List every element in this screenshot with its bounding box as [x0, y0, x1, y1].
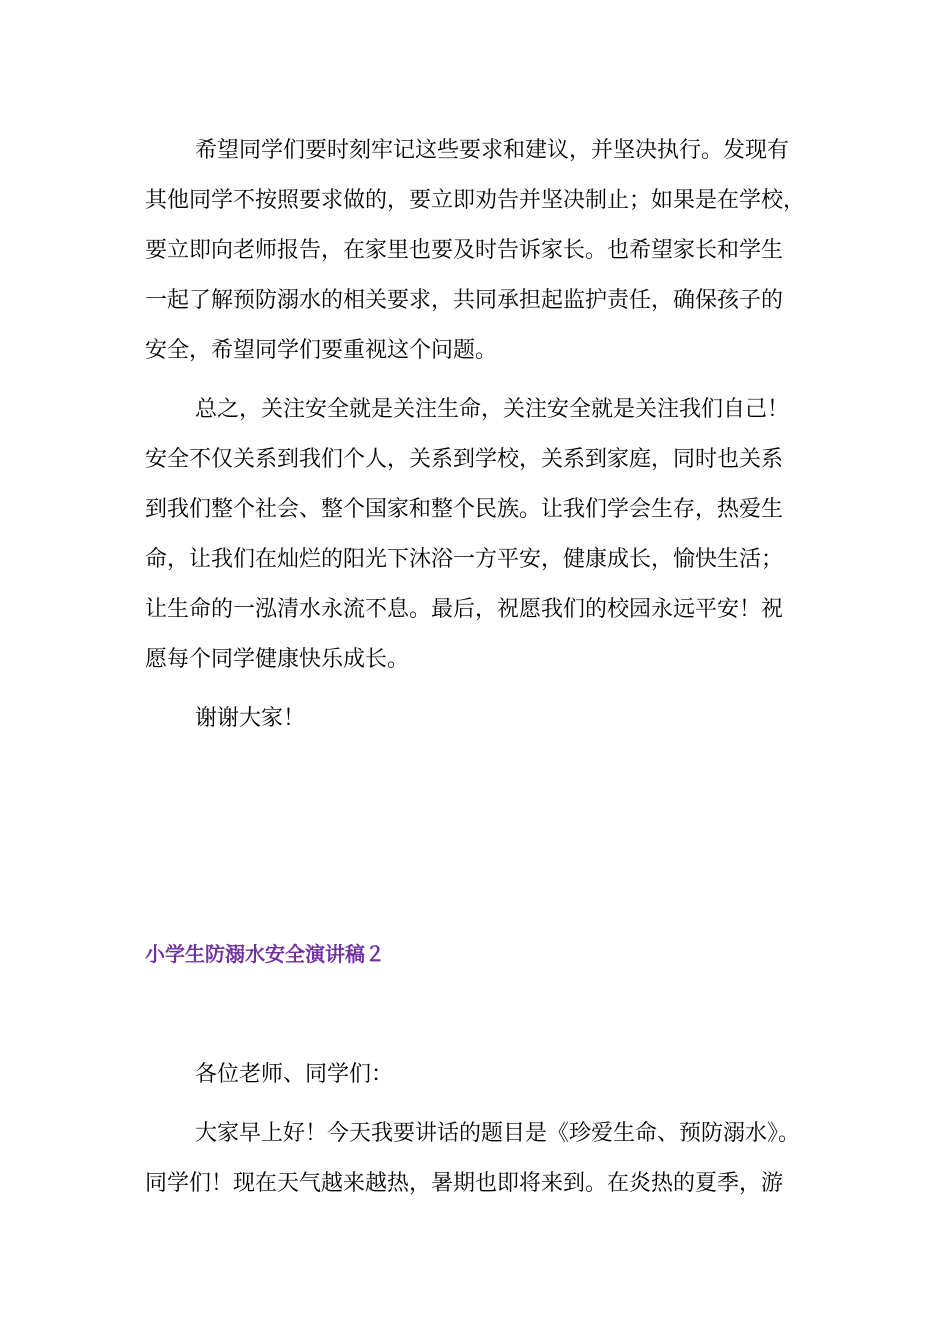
- paragraph-1-line-3: 要立即向老师报告，在家里也要及时告诉家长。也希望家长和学生: [145, 238, 784, 263]
- closing-thanks: 谢谢大家！: [195, 706, 306, 731]
- paragraph-2-line-3: 到我们整个社会、整个国家和整个民族。让我们学会生存，热爱生: [145, 497, 784, 522]
- paragraph-2-line-5: 让生命的一泓清水永流不息。最后，祝愿我们的校园永远平安！祝: [145, 597, 784, 622]
- paragraph-2-line-4: 命，让我们在灿烂的阳光下沐浴一方平安，健康成长，愉快生活；: [145, 547, 784, 572]
- paragraph-1-line-4: 一起了解预防溺水的相关要求，共同承担起监护责任，确保孩子的: [145, 288, 784, 313]
- paragraph-2-line-6: 愿每个同学健康快乐成长。: [145, 647, 410, 672]
- paragraph-1-line-5: 安全，希望同学们要重视这个问题。: [145, 338, 498, 363]
- paragraph-4-line-2: 同学们！现在天气越来越热，暑期也即将来到。在炎热的夏季，游: [145, 1171, 784, 1196]
- section-heading: 小学生防溺水安全演讲稿２: [145, 942, 385, 966]
- paragraph-2-line-2: 安全不仅关系到我们个人，关系到学校，关系到家庭，同时也关系: [145, 447, 784, 472]
- paragraph-1-line-2: 其他同学不按照要求做的，要立即劝告并坚决制止；如果是在学校，: [145, 188, 806, 213]
- salutation: 各位老师、同学们：: [195, 1062, 394, 1087]
- paragraph-4-line-1: 大家早上好！今天我要讲话的题目是《珍爱生命、预防溺水》。: [195, 1121, 801, 1146]
- paragraph-1-line-1: 希望同学们要时刻牢记这些要求和建议，并坚决执行。发现有: [195, 138, 790, 163]
- paragraph-2-line-1: 总之，关注安全就是关注生命，关注安全就是关注我们自己！: [195, 397, 790, 422]
